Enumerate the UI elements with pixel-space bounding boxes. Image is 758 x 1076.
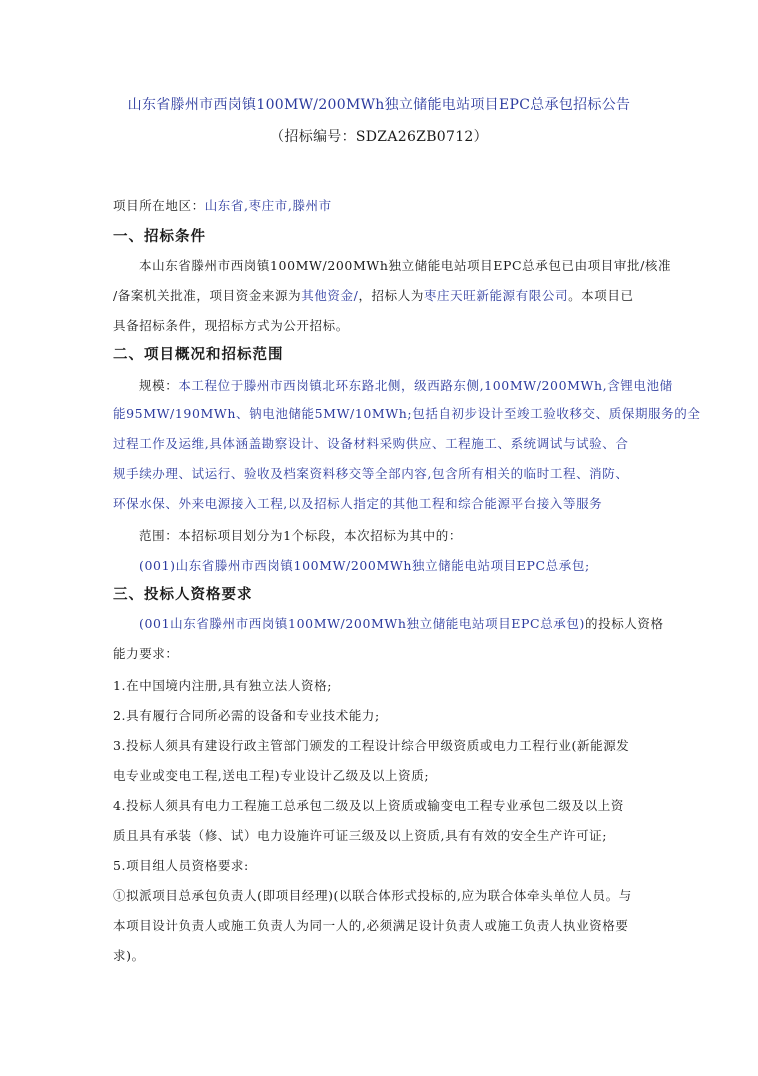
requirement-3: 3.投标人须具有建设行政主管部门颁发的工程设计综合甲级资质或电力工程行业(新能源发: [113, 738, 630, 753]
tenderer-name: 枣庄天旺新能源有限公司: [423, 288, 569, 303]
requirement-5: 5.项目组人员资格要求:: [113, 858, 249, 873]
text-span: ，招标人为: [358, 288, 424, 303]
requirement-4-cont: 质且具有承装（修、试）电力设施许可证三级及以上资质,具有有效的安全生产许可证;: [113, 828, 608, 843]
paragraph-line: [139, 377, 679, 395]
document-title: 山东省滕州市西岗镇100MW/200MWh独立储能电站项目EPC总承包招标公告: [127, 97, 631, 113]
personnel-requirement-cont: 本项目设计负责人或施工负责人为同一人的,必须满足设计负责人或施工负责人执业资格要: [113, 918, 629, 933]
paragraph-line: 具备招标条件，现招标方式为公开招标。: [113, 318, 349, 333]
personnel-requirement: ①拟派项目总承包负责人(即项目经理)(以联合体形式投标的,应为联合体牵头单位人员。与: [113, 888, 632, 903]
scale-text: 本工程位于滕州市西岗镇北环东路北侧，级西路东侧,100MW/200MWh,含锂电池储: [178, 378, 673, 393]
paragraph-line: 范围：本招标项目划分为1个标段，本次招标为其中的：: [139, 528, 462, 543]
bid-number: （招标编号：SDZA26ZB0712）: [270, 129, 488, 145]
region-label: 项目所在地区：: [113, 198, 205, 213]
requirement-4: 4.投标人须具有电力工程施工总承包二级及以上资质或输变电工程专业承包二级及以上资: [113, 798, 624, 813]
paragraph-line: 能力要求：: [113, 646, 179, 661]
text-span: 规模：: [139, 378, 179, 393]
requirement-3-cont: 电专业或变电工程,送电工程)专业设计乙级及以上资质;: [113, 768, 430, 783]
personnel-requirement-end: 求)。: [113, 948, 145, 963]
paragraph-line: 本山东省滕州市西岗镇100MW/200MWh独立储能电站项目EPC总承包已由项目审批/核准: [139, 258, 672, 273]
lot-name: (001山东省滕州市西岗镇100MW/200MWh独立储能电站项目EPC总承包): [139, 616, 585, 631]
region-line: [113, 197, 653, 215]
section-heading-2: 二、项目概况和招标范围: [113, 347, 284, 363]
paragraph-line: 规手续办理、试运行、验收及档案资料移交等全部内容,包含所有相关的临时工程、消防、: [113, 466, 629, 481]
requirement-1: 1.在中国境内注册,具有独立法人资格;: [113, 678, 333, 693]
text-span: /备案机关批准，项目资金来源为: [113, 288, 302, 303]
text-span: 的投标人资格: [585, 616, 664, 631]
paragraph-line: 过程工作及运维,具体涵盖勘察设计、设备材料采购供应、工程施工、系统调试与试验、合: [113, 436, 629, 451]
section-heading-3: 三、投标人资格要求: [113, 587, 253, 603]
region-value: 山东省,枣庄市,滕州市: [204, 198, 332, 213]
paragraph-line: 能95MW/190MWh、钠电池储能5MW/10MWh;包括自初步设计至竣工验收移交、质保期服务的全: [113, 406, 701, 421]
paragraph-line: [113, 287, 653, 305]
paragraph-line: 环保水保、外来电源接入工程,以及招标人指定的其他工程和综合能源平台接入等服务: [113, 496, 603, 511]
paragraph-line: [139, 615, 679, 633]
text-span: 。本项目已: [568, 288, 634, 303]
funding-source: 其他资金/: [301, 288, 359, 303]
paragraph-line: (001)山东省滕州市西岗镇100MW/200MWh独立储能电站项目EPC总承包;: [139, 558, 590, 573]
section-heading-1: 一、招标条件: [113, 229, 206, 245]
requirement-2: 2.具有履行合同所必需的设备和专业技术能力;: [113, 708, 380, 723]
